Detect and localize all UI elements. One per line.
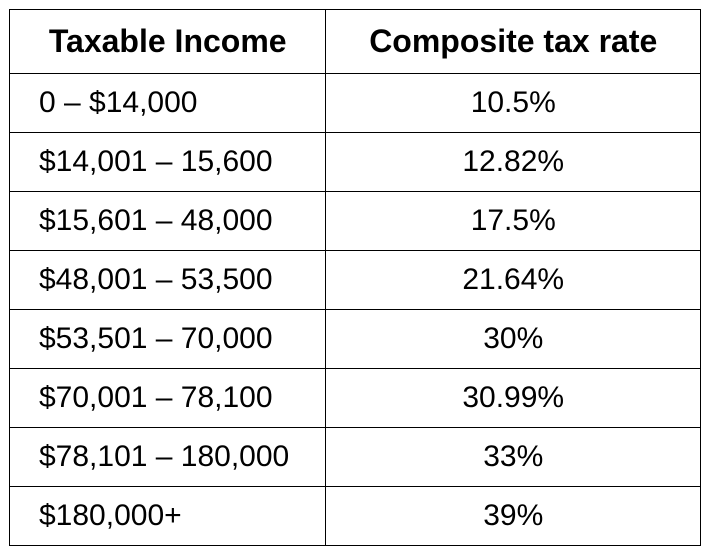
table-row [10,487,701,546]
tax-rate-cell: 12.82% [326,133,701,192]
income-bracket-cell: $48,001 – 53,500 [10,251,326,310]
header-taxable-income: Taxable Income [10,10,326,74]
tax-rate-cell: 17.5% [326,192,701,251]
income-bracket-cell: $15,601 – 48,000 [10,192,326,251]
table-row [10,192,701,251]
tax-rate-cell: 33% [326,428,701,487]
tax-rate-cell: 21.64% [326,251,701,310]
tax-rate-cell: 30% [326,310,701,369]
table-row [10,369,701,428]
table-row [10,133,701,192]
tax-rate-cell: 39% [326,487,701,546]
income-bracket-cell: $53,501 – 70,000 [10,310,326,369]
table-row [10,74,701,133]
header-composite-tax-rate: Composite tax rate [326,10,701,74]
income-bracket-cell: $14,001 – 15,600 [10,133,326,192]
tax-rate-cell: 30.99% [326,369,701,428]
table-row [10,310,701,369]
table-row [10,428,701,487]
income-bracket-cell: 0 – $14,000 [10,74,326,133]
tax-rate-table [9,9,701,546]
income-bracket-cell: $78,101 – 180,000 [10,428,326,487]
income-bracket-cell: $180,000+ [10,487,326,546]
tax-rate-cell: 10.5% [326,74,701,133]
table-row [10,251,701,310]
income-bracket-cell: $70,001 – 78,100 [10,369,326,428]
header-row [10,10,701,74]
